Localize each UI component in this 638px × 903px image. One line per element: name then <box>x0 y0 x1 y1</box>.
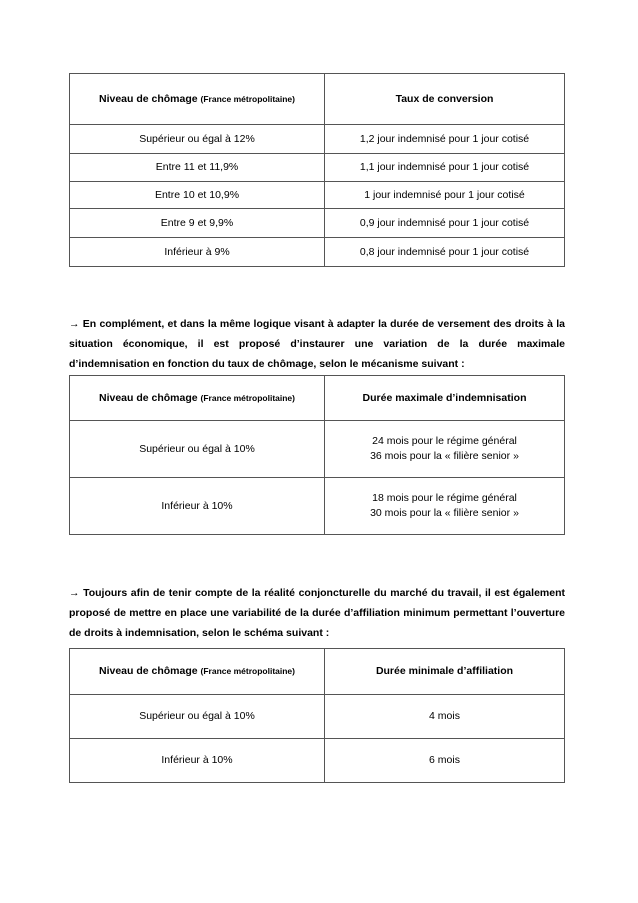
level-cell: Entre 10 et 10,9% <box>70 182 325 209</box>
table-row <box>70 154 565 182</box>
level-cell: Entre 9 et 9,9% <box>70 209 325 238</box>
arrow-icon: → <box>69 587 80 599</box>
table-header-row <box>70 74 565 125</box>
level-cell: Entre 11 et 11,9% <box>70 154 325 182</box>
header-label: Niveau de chômage <box>98 665 198 677</box>
header-sublabel: (France métropolitaine) <box>200 93 295 104</box>
level-cell: Supérieur ou égal à 10% <box>70 421 325 478</box>
header-unemployment-level <box>70 376 325 421</box>
affiliation-cell: 6 mois <box>325 739 565 783</box>
header-label: Niveau de chômage <box>98 92 198 105</box>
level-cell: Inférieur à 9% <box>70 238 325 267</box>
rate-cell: 1,2 jour indemnisé pour 1 jour cotisé <box>325 125 565 154</box>
rate-cell: 0,8 jour indemnisé pour 1 jour cotisé <box>325 238 565 267</box>
table-header-row <box>70 649 565 695</box>
rate-cell: 1,1 jour indemnisé pour 1 jour cotisé <box>325 154 565 182</box>
table-row <box>70 182 565 209</box>
rate-cell: 1 jour indemnisé pour 1 jour cotisé <box>325 182 565 209</box>
paragraph-max-duration <box>69 314 565 374</box>
conversion-rate-table <box>69 73 565 267</box>
duration-general: 18 mois pour le régime général <box>372 492 517 504</box>
header-unemployment-level <box>70 649 325 695</box>
level-cell: Inférieur à 10% <box>70 739 325 783</box>
arrow-icon: → <box>69 318 80 330</box>
paragraph-text: En complément, et dans la même logique visant à adapter la durée de versement des droits à la situation économique, il est proposé d’instaurer une variation de la durée maximale d’indemnisation en fonction du taux de chômage, selon le mécanisme suivant : <box>69 318 565 370</box>
header-sublabel: (France métropolitaine) <box>200 666 295 676</box>
header-sublabel: (France métropolitaine) <box>200 392 295 403</box>
min-affiliation-table <box>69 648 565 783</box>
affiliation-cell: 4 mois <box>325 695 565 739</box>
duration-general: 24 mois pour le régime général <box>372 435 517 447</box>
table-row <box>70 125 565 154</box>
table-header-row <box>70 376 565 421</box>
header-conversion-rate: Taux de conversion <box>325 74 565 125</box>
table-row <box>70 209 565 238</box>
header-label: Niveau de chômage <box>98 391 198 404</box>
header-max-duration: Durée maximale d’indemnisation <box>325 376 565 421</box>
level-cell: Supérieur ou égal à 10% <box>70 695 325 739</box>
table-row <box>70 695 565 739</box>
duration-cell <box>325 478 565 535</box>
duration-senior: 36 mois pour la « filière senior » <box>370 450 519 462</box>
paragraph-text: Toujours afin de tenir compte de la réalité conjoncturelle du marché du travail, il est également proposé de mettre en place une variabilité de la durée d’affiliation minimum permettant l’ouverture de droits à indemnisation, selon le schéma suivant : <box>69 587 565 639</box>
duration-cell <box>325 421 565 478</box>
level-cell: Inférieur à 10% <box>70 478 325 535</box>
paragraph-min-affiliation <box>69 583 565 643</box>
duration-senior: 30 mois pour la « filière senior » <box>370 507 519 519</box>
table-row <box>70 478 565 535</box>
max-duration-table <box>69 375 565 535</box>
table-row <box>70 238 565 267</box>
table-row <box>70 421 565 478</box>
level-cell: Supérieur ou égal à 12% <box>70 125 325 154</box>
header-unemployment-level <box>70 74 325 125</box>
table-row <box>70 739 565 783</box>
rate-cell: 0,9 jour indemnisé pour 1 jour cotisé <box>325 209 565 238</box>
header-min-affiliation: Durée minimale d’affiliation <box>325 649 565 695</box>
